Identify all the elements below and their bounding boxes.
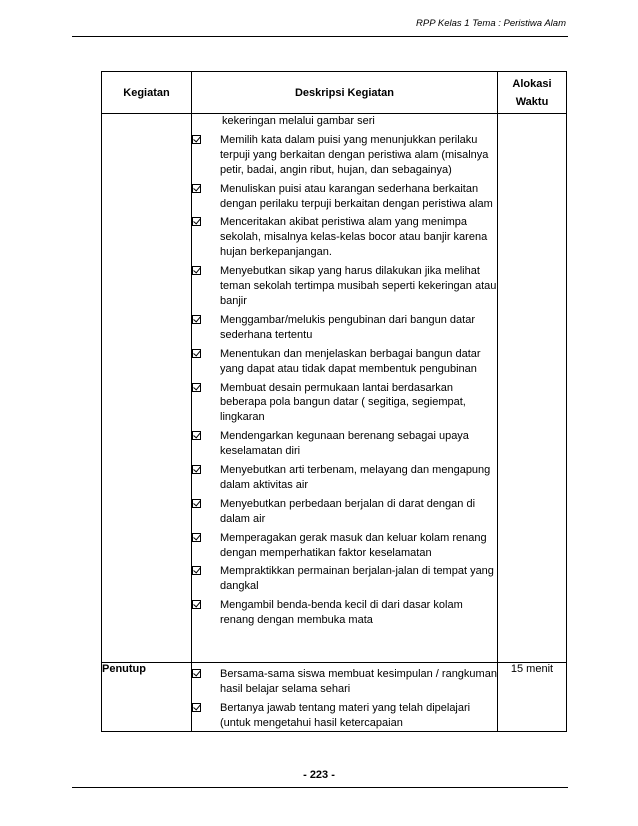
list-item [192,381,497,426]
list-item [192,313,497,343]
list-item-text: Membuat desain permukaan lantai berdasarkan beberapa pola bangun datar ( segitiga, segiempat, lingkaran [220,381,466,424]
list-item-text: Menggambar/melukis pengubinan dari bangun datar sederhana tertentu [220,313,476,341]
checkbox-checked-icon [192,533,201,542]
kegiatan-cell [102,114,192,663]
checkbox-checked-icon [192,383,201,392]
column-header-alokasi-line2: Waktu [515,95,549,108]
list-item [192,531,497,561]
list-item-text: Menyebutkan sikap yang harus dilakukan jika melihat teman sekolah tertimpa musibah seperti kekeringan atau banjir [220,265,497,307]
column-header-kegiatan: Kegiatan [102,72,192,114]
list-item [192,564,497,594]
list-item [192,429,497,459]
list-item [192,667,497,697]
checkbox-checked-icon [192,431,201,440]
list-item-text: Mendengarkan kegunaan berenang sebagai upaya keselamatan diri [220,430,469,458]
list-item [192,497,497,527]
list-item-text: Menyebutkan perbedaan berjalan di darat dengan di dalam air [220,497,476,525]
checkbox-checked-icon [192,566,201,575]
list-item-text: Menentukan dan menjelaskan berbagai bangun datar yang dapat atau tidak dapat membentuk pengubinan [220,347,481,375]
list-item [192,598,497,628]
column-header-alokasi [498,72,567,114]
checkbox-checked-icon [192,217,201,226]
list-item-text: Mengambil benda-benda kecil di dari dasar kolam renang dengan membuka mata [220,599,463,627]
checkbox-checked-icon [192,349,201,358]
list-item-text: Bertanya jawab tentang materi yang telah dipelajari (untuk mengetahui hasil ketercapaian [220,701,471,729]
checkbox-checked-icon [192,266,201,275]
penutup-deskripsi-cell [192,663,498,732]
alokasi-cell [498,114,567,663]
list-item-text: Bersama-sama siswa membuat kesimpulan / rangkuman hasil belajar selama sehari [220,668,497,695]
list-item-text: Menceritakan akibat peristiwa alam yang menimpa sekolah, misalnya kelas-kelas bocor atau banjir karena hujan berkepanjangan. [220,216,488,259]
footer-divider [72,787,568,788]
checkbox-checked-icon [192,703,201,712]
list-item-text: Memilih kata dalam puisi yang menunjukkan perilaku terpuji yang berkaitan dengan peristiwa alam (misalnya petir, badai, angin ribut, hujan, dan sebagainya) [220,133,489,176]
list-item-text: Mempraktikkan permainan berjalan-jalan di tempat yang dangkal [220,565,494,593]
penutup-label: Penutup [102,663,192,732]
checkbox-checked-icon [192,465,201,474]
list-item [192,701,497,731]
list-item [192,133,497,178]
page-header-title: RPP Kelas 1 Tema : Peristiwa Alam [416,18,566,29]
deskripsi-cell [192,114,498,663]
checkbox-checked-icon [192,184,201,193]
list-item-text: Menyebutkan arti terbenam, melayang dan mengapung dalam aktivitas air [220,464,491,491]
list-item-text: Memperagakan gerak masuk dan keluar kolam renang dengan memperhatikan faktor keselamatan [220,531,487,559]
list-item [192,264,497,309]
table-row-kegiatan-inti [102,114,567,663]
activity-table [101,71,567,732]
checkbox-checked-icon [192,315,201,324]
column-header-deskripsi: Deskripsi Kegiatan [192,72,498,114]
list-item [192,215,497,260]
penutup-waktu: 15 menit [498,663,567,732]
list-item-text: Menuliskan puisi atau karangan sederhana berkaitan dengan perilaku terpuji berkaitan dengan peristiwa alam [220,182,493,210]
continuation-text: kekeringan melalui gambar seri [222,115,375,127]
table-header-row [102,72,567,114]
list-item [192,463,497,493]
list-item [192,182,497,212]
table-row-penutup [102,663,567,732]
checkbox-checked-icon [192,499,201,508]
checkbox-checked-icon [192,669,201,678]
page-number: - 223 - [303,769,335,781]
list-item [192,347,497,377]
checkbox-checked-icon [192,600,201,609]
checkbox-checked-icon [192,135,201,144]
header-divider [72,36,568,37]
column-header-alokasi-line1: Alokasi [512,77,552,90]
activity-list [192,133,497,628]
